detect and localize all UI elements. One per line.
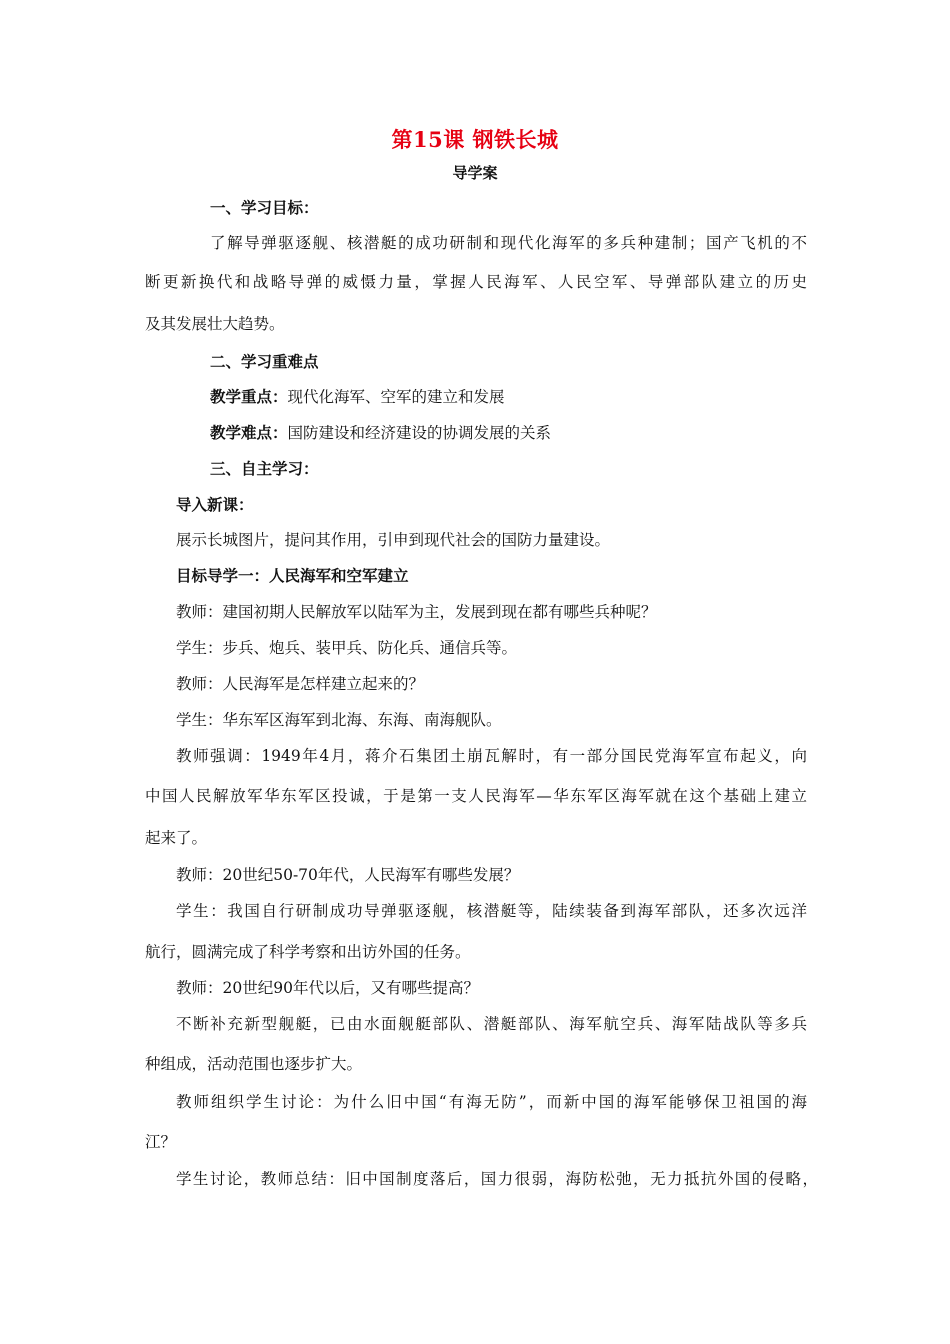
key-point-label: 教学重点： (210, 387, 288, 406)
dialogue-line: 学生：我国自行研制成功导弹驱逐舰，核潜艇等，陆续装备到海军部队，还多次远洋 (176, 902, 807, 920)
paragraph-line: 不断补充新型舰艇，已由水面舰艇部队、潜艇部队、海军航空兵、海军陆战队等多兵 (176, 1015, 807, 1033)
section-heading-objectives: 一、学习目标： (210, 198, 319, 217)
dialogue-line: 教师：20世纪50-70年代，人民海军有哪些发展？ (176, 866, 520, 884)
key-point-line (210, 387, 505, 407)
goal-heading: 目标导学一：人民海军和空军建立 (176, 566, 409, 585)
paragraph-line: 中国人民解放军华东军区投诚，于是第一支人民海军—华东军区海军就在这个基础上建立 (145, 787, 807, 805)
dialogue-line: 教师组织学生讨论：为什么旧中国“有海无防”，而新中国的海军能够保卫祖国的海 (176, 1093, 807, 1111)
difficulty-label: 教学难点： (210, 423, 288, 442)
paragraph-line: 江？ (145, 1133, 177, 1151)
dialogue-line: 教师：人民海军是怎样建立起来的？ (176, 675, 425, 693)
dialogue-line: 教师强调：1949年4月，蒋介石集团土崩瓦解时，有一部分国民党海军宣布起义，向 (176, 747, 807, 765)
key-point-text: 现代化海军、空军的建立和发展 (287, 388, 505, 406)
paragraph-line: 航行，圆满完成了科学考察和出访外国的任务。 (145, 943, 471, 961)
dialogue-line: 学生：华东军区海军到北海、东海、南海舰队。 (176, 711, 502, 729)
dialogue-line: 学生：步兵、炮兵、装甲兵、防化兵、通信兵等。 (176, 639, 518, 657)
paragraph-line: 起来了。 (145, 829, 208, 847)
dialogue-line: 教师：建国初期人民解放军以陆军为主，发展到现在都有哪些兵种呢？ (176, 603, 657, 621)
difficulty-line (210, 423, 551, 443)
paragraph-line: 断更新换代和战略导弹的威慑力量，掌握人民海军、人民空军、导弹部队建立的历史 (145, 273, 807, 291)
paragraph-line: 了解导弹驱逐舰、核潜艇的成功研制和现代化海军的多兵种建制；国产飞机的不 (210, 234, 807, 252)
lesson-subtitle: 导学案 (452, 164, 498, 182)
lesson-title: 第15课 钢铁长城 (391, 127, 559, 152)
paragraph-line: 及其发展壮大趋势。 (145, 315, 285, 333)
dialogue-line: 教师：20世纪90年代以后，又有哪些提高？ (176, 979, 479, 997)
dialogue-line: 学生讨论，教师总结：旧中国制度落后，国力很弱，海防松弛，无力抵抗外国的侵略， (176, 1170, 818, 1188)
intro-heading: 导入新课： (176, 495, 254, 514)
section-heading-key-points: 二、学习重难点 (210, 352, 319, 371)
difficulty-text: 国防建设和经济建设的协调发展的关系 (287, 424, 552, 442)
paragraph-line: 种组成，活动范围也逐步扩大。 (145, 1055, 363, 1073)
paragraph-line: 展示长城图片，提问其作用，引申到现代社会的国防力量建设。 (176, 531, 611, 549)
section-heading-self-study: 三、自主学习： (210, 459, 319, 478)
